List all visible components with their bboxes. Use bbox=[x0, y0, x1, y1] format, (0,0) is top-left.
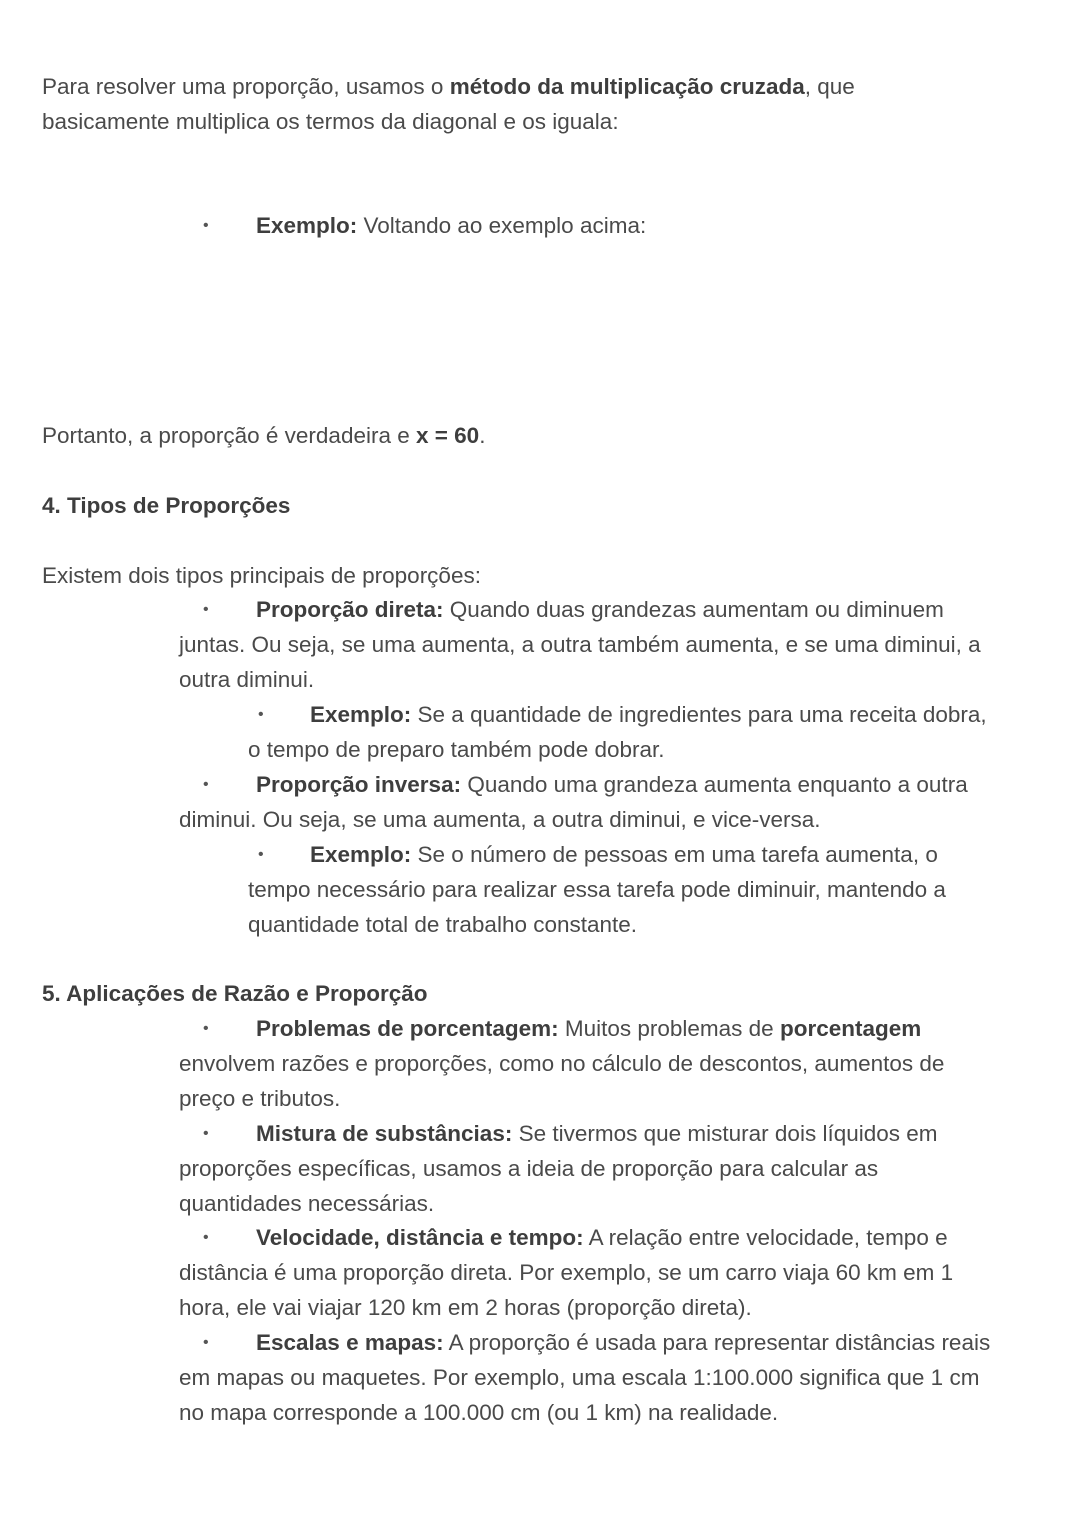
conclusion-value: x = 60 bbox=[416, 423, 480, 448]
bullet-icon: • bbox=[203, 776, 209, 793]
item-label: Proporção direta: bbox=[256, 597, 444, 622]
item-label: Escalas e mapas: bbox=[256, 1330, 444, 1355]
item-text: proporções específicas, usamos a ideia de proporção para calcular as bbox=[179, 1156, 879, 1181]
item-text: Quando duas grandezas aumentam ou diminuem bbox=[443, 597, 944, 622]
list-item-direct-proportion bbox=[179, 592, 1049, 697]
bullet-icon: • bbox=[203, 217, 209, 234]
example-text: o tempo de preparo também pode dobrar. bbox=[248, 737, 665, 762]
item-label: Proporção inversa: bbox=[256, 772, 462, 797]
bullet-icon: • bbox=[203, 1020, 209, 1037]
item-text: no mapa corresponde a 100.000 cm (ou 1 km) na realidade. bbox=[179, 1400, 779, 1425]
item-text: quantidades necessárias. bbox=[179, 1191, 435, 1216]
bullet-icon: • bbox=[203, 1229, 209, 1246]
item-text: outra diminui. bbox=[179, 667, 315, 692]
example-intro-item bbox=[179, 208, 1049, 243]
item-text: juntas. Ou seja, se uma aumenta, a outra também aumenta, e se uma diminui, a bbox=[179, 632, 981, 657]
intro-paragraph bbox=[42, 69, 855, 139]
list-item-inverse-proportion bbox=[179, 767, 1049, 837]
bullet-icon: • bbox=[203, 1334, 209, 1351]
item-text: preço e tributos. bbox=[179, 1086, 341, 1111]
section-5-heading-text: 5. Aplicações de Razão e Proporção bbox=[42, 981, 428, 1006]
item-text: Muitos problemas de bbox=[558, 1016, 780, 1041]
example-label: Exemplo: bbox=[256, 213, 358, 238]
example-text: tempo necessário para realizar essa tarefa pode diminuir, mantendo a bbox=[248, 877, 946, 902]
list-item-scales bbox=[179, 1325, 1049, 1430]
conclusion-text: Portanto, a proporção é verdadeira e bbox=[42, 423, 416, 448]
item-text: hora, ele vai viajar 120 km em 2 horas (proporção direta). bbox=[179, 1295, 752, 1320]
item-label: Problemas de porcentagem: bbox=[256, 1016, 559, 1041]
item-bold-term: porcentagem bbox=[779, 1016, 922, 1041]
bullet-icon: • bbox=[258, 846, 264, 863]
item-text: em mapas ou maquetes. Por exemplo, uma escala 1:100.000 significa que 1 cm bbox=[179, 1365, 980, 1390]
section-4-heading bbox=[42, 488, 290, 523]
bullet-icon: • bbox=[203, 1125, 209, 1142]
example-text: Se o número de pessoas em uma tarefa aumenta, o bbox=[411, 842, 938, 867]
example-label: Exemplo: bbox=[310, 702, 412, 727]
conclusion-paragraph bbox=[42, 418, 485, 453]
item-label: Velocidade, distância e tempo: bbox=[256, 1225, 584, 1250]
list-item-speed bbox=[179, 1220, 1049, 1325]
item-text: distância é uma proporção direta. Por exemplo, se um carro viaja 60 km em 1 bbox=[179, 1260, 954, 1285]
section-4-heading-text: 4. Tipos de Proporções bbox=[42, 493, 291, 518]
list-item-inverse-example bbox=[248, 837, 1048, 942]
item-text: A proporção é usada para representar distâncias reais bbox=[443, 1330, 991, 1355]
item-text: Se tivermos que misturar dois líquidos em bbox=[512, 1121, 938, 1146]
item-label: Mistura de substâncias: bbox=[256, 1121, 513, 1146]
intro-text: Para resolver uma proporção, usamos o bbox=[42, 74, 450, 99]
list-item-mixture bbox=[179, 1116, 1049, 1221]
intro-text-end: , que bbox=[804, 74, 855, 99]
intro-line-2: basicamente multiplica os termos da diagonal e os iguala: bbox=[42, 109, 619, 134]
list-item-percentage bbox=[179, 1011, 1049, 1116]
conclusion-end: . bbox=[479, 423, 486, 448]
intro-bold-term: método da multiplicação cruzada bbox=[449, 74, 805, 99]
section-5-heading bbox=[42, 976, 428, 1011]
item-text: diminui. Ou seja, se uma aumenta, a outra diminui, e vice-versa. bbox=[179, 807, 821, 832]
section-4-intro: Existem dois tipos principais de proporções: bbox=[42, 563, 481, 588]
example-text: Voltando ao exemplo acima: bbox=[357, 213, 647, 238]
example-text: Se a quantidade de ingredientes para uma receita dobra, bbox=[411, 702, 987, 727]
bullet-icon: • bbox=[203, 601, 209, 618]
item-text: A relação entre velocidade, tempo e bbox=[583, 1225, 948, 1250]
list-item-direct-example bbox=[248, 697, 1048, 767]
example-text: quantidade total de trabalho constante. bbox=[248, 912, 638, 937]
item-text: Quando uma grandeza aumenta enquanto a outra bbox=[461, 772, 968, 797]
item-text: envolvem razões e proporções, como no cálculo de descontos, aumentos de bbox=[179, 1051, 945, 1076]
bullet-icon: • bbox=[258, 706, 264, 723]
example-label: Exemplo: bbox=[310, 842, 412, 867]
